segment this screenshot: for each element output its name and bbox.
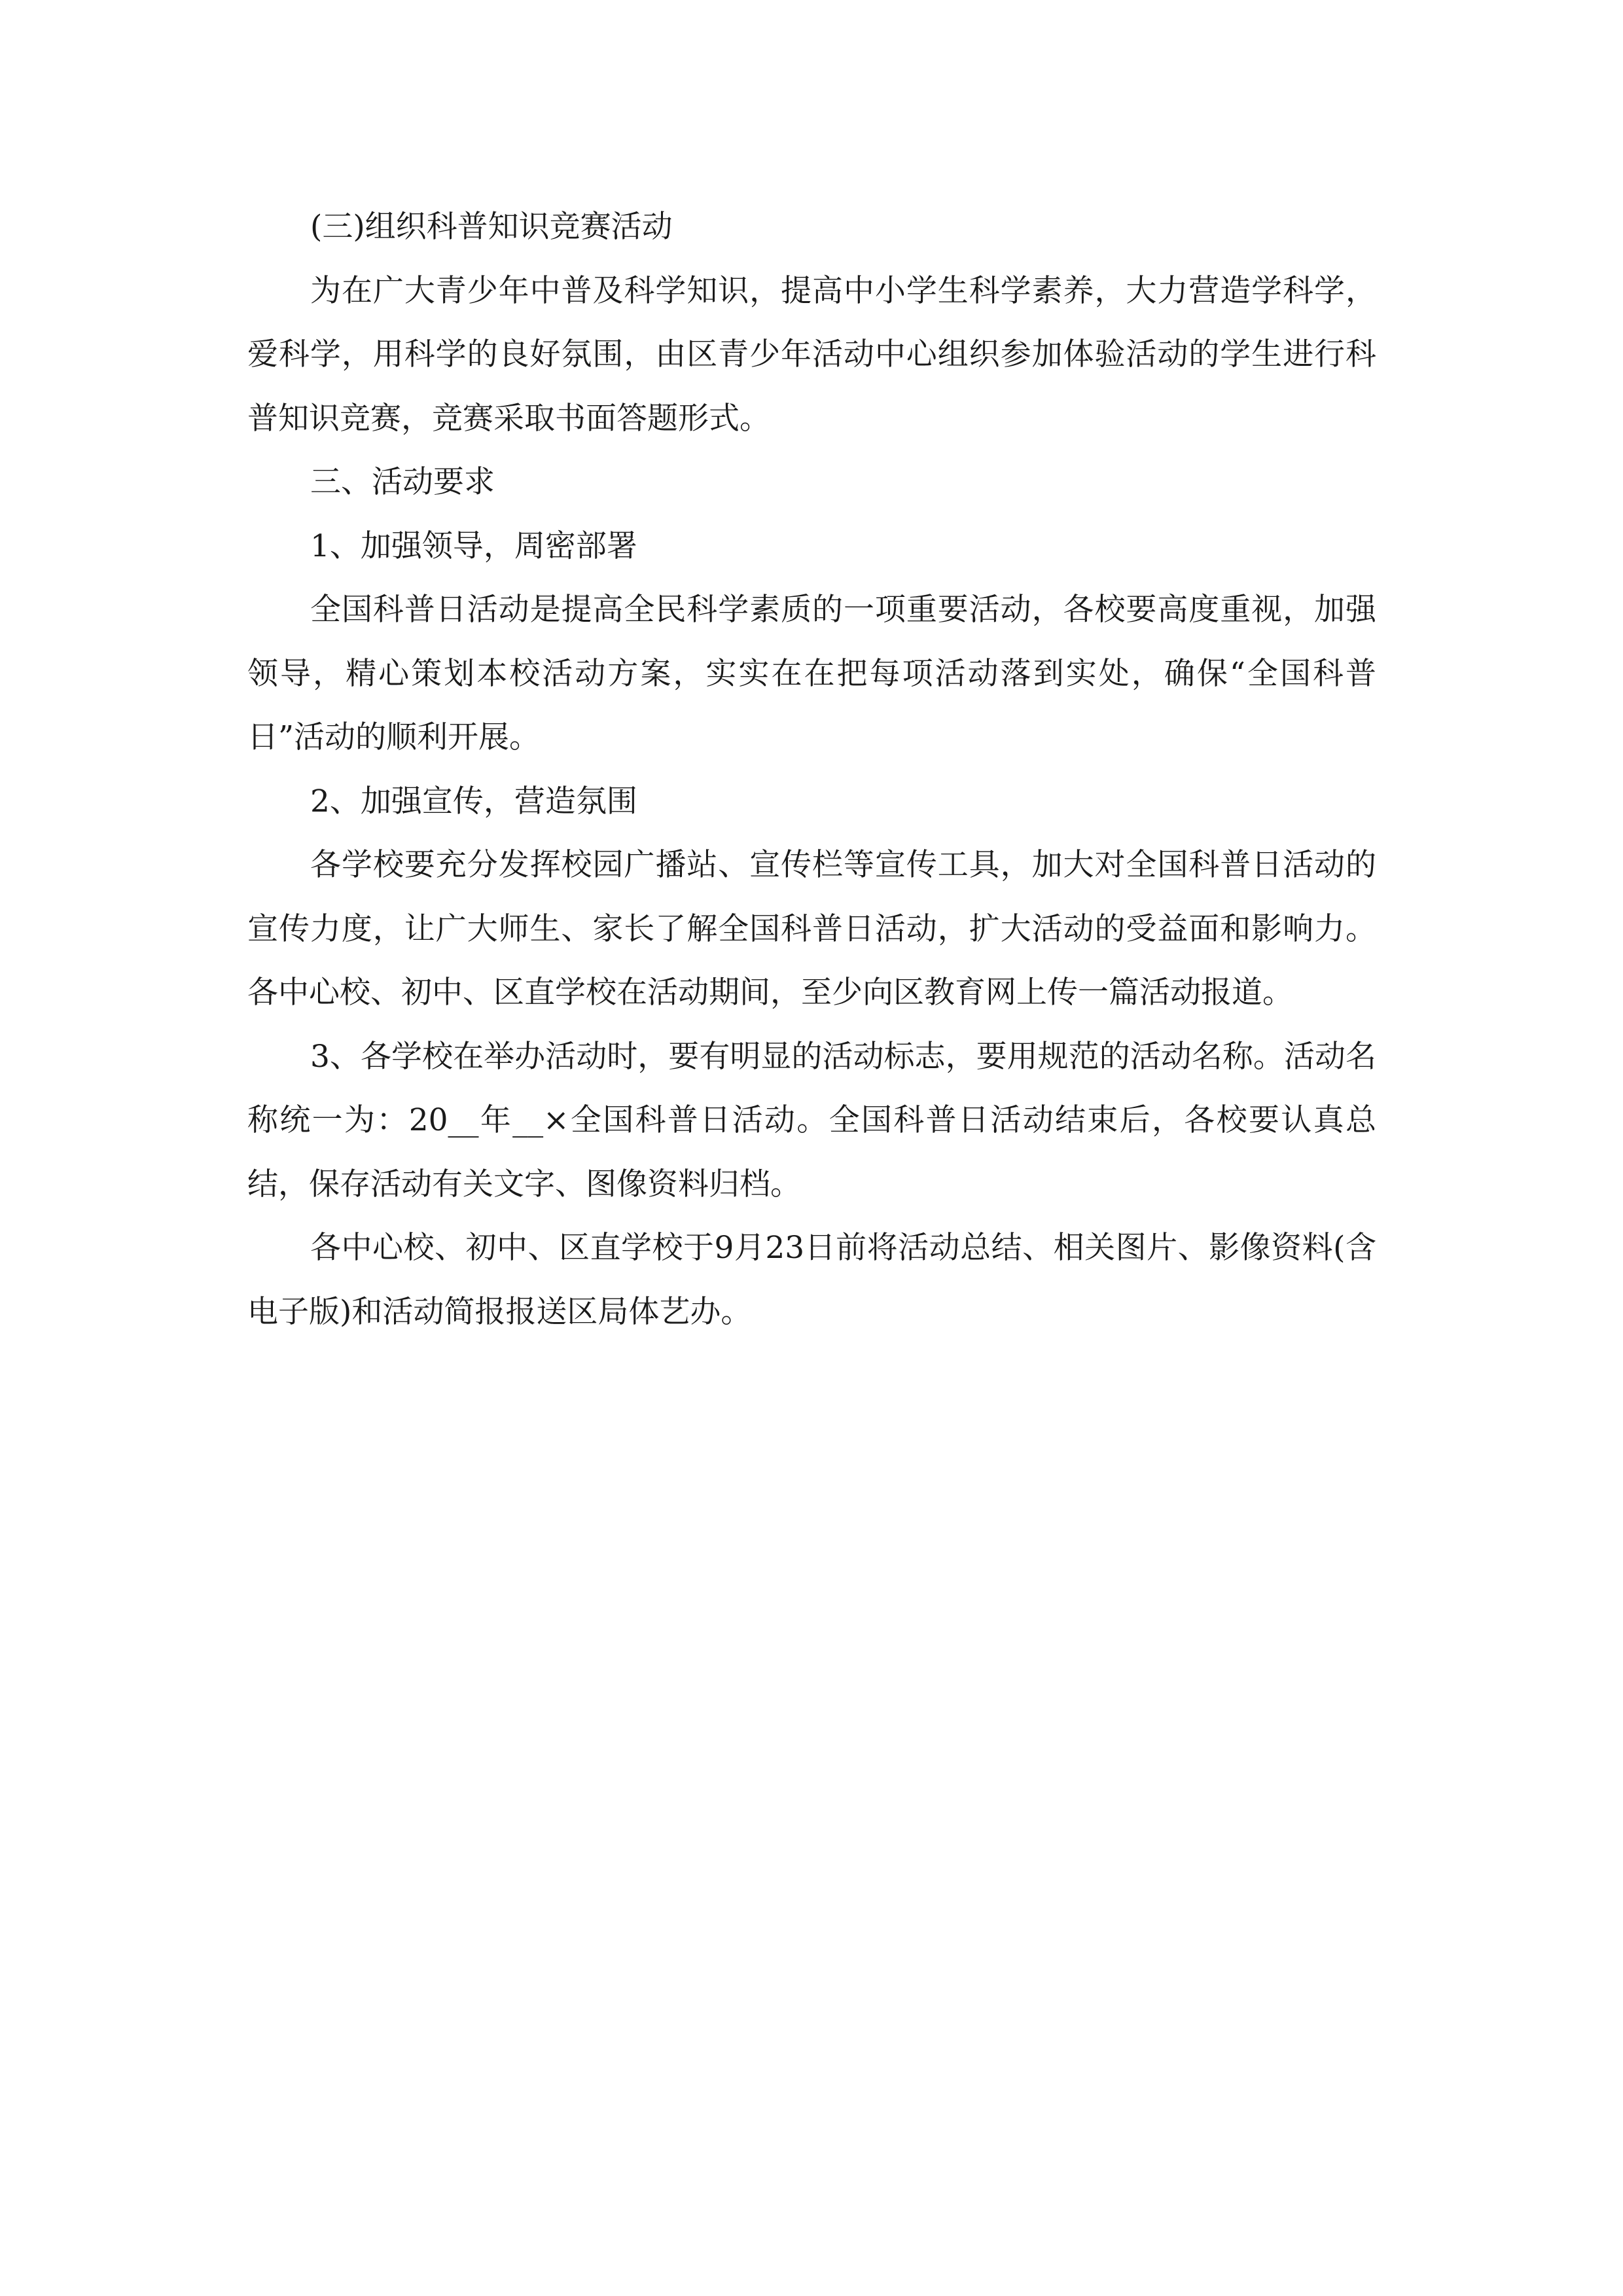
paragraph-contest-description: 为在广大青少年中普及科学知识，提高中小学生科学素养，大力营造学科学，爱科学，用科学的良好氛围，由区青少年活动中心组织参加体验活动的学生进行科普知识竞赛，竞赛采取书面答题形式。 xyxy=(247,272,1376,437)
paragraph-activity-naming: 3、各学校在举办活动时，要有明显的活动标志，要用规范的活动名称。活动名称统一为：20__年__×全国科普日活动。全国科普日活动结束后，各校要认真总结，保存活动有关文字、图像资料归档。 xyxy=(247,1038,1376,1202)
paragraph-publicity: 各学校要充分发挥校园广播站、宣传栏等宣传工具，加大对全国科普日活动的宣传力度，让广大师生、家长了解全国科普日活动，扩大活动的受益面和影响力。各中心校、初中、区直学校在活动期间，至少向区教育网上传一篇活动报道。 xyxy=(247,847,1376,1011)
subheading-publicity: 2、加强宣传，营造氛围 xyxy=(310,783,637,819)
paragraph-leadership: 全国科普日活动是提高全民科学素质的一项重要活动，各校要高度重视，加强领导，精心策划本校活动方案，实实在在把每项活动落到实处，确保“全国科普日”活动的顺利开展。 xyxy=(247,592,1376,755)
section-heading-knowledge-contest: (三)组织科普知识竞赛活动 xyxy=(310,209,673,245)
paragraph-submission-deadline: 各中心校、初中、区直学校于9月23日前将活动总结、相关图片、影像资料(含电子版)和活动简报报送区局体艺办。 xyxy=(247,1230,1376,1330)
document-body xyxy=(247,195,1376,1344)
subheading-leadership: 1、加强领导，周密部署 xyxy=(310,528,637,564)
section-heading-requirements: 三、活动要求 xyxy=(310,464,495,500)
